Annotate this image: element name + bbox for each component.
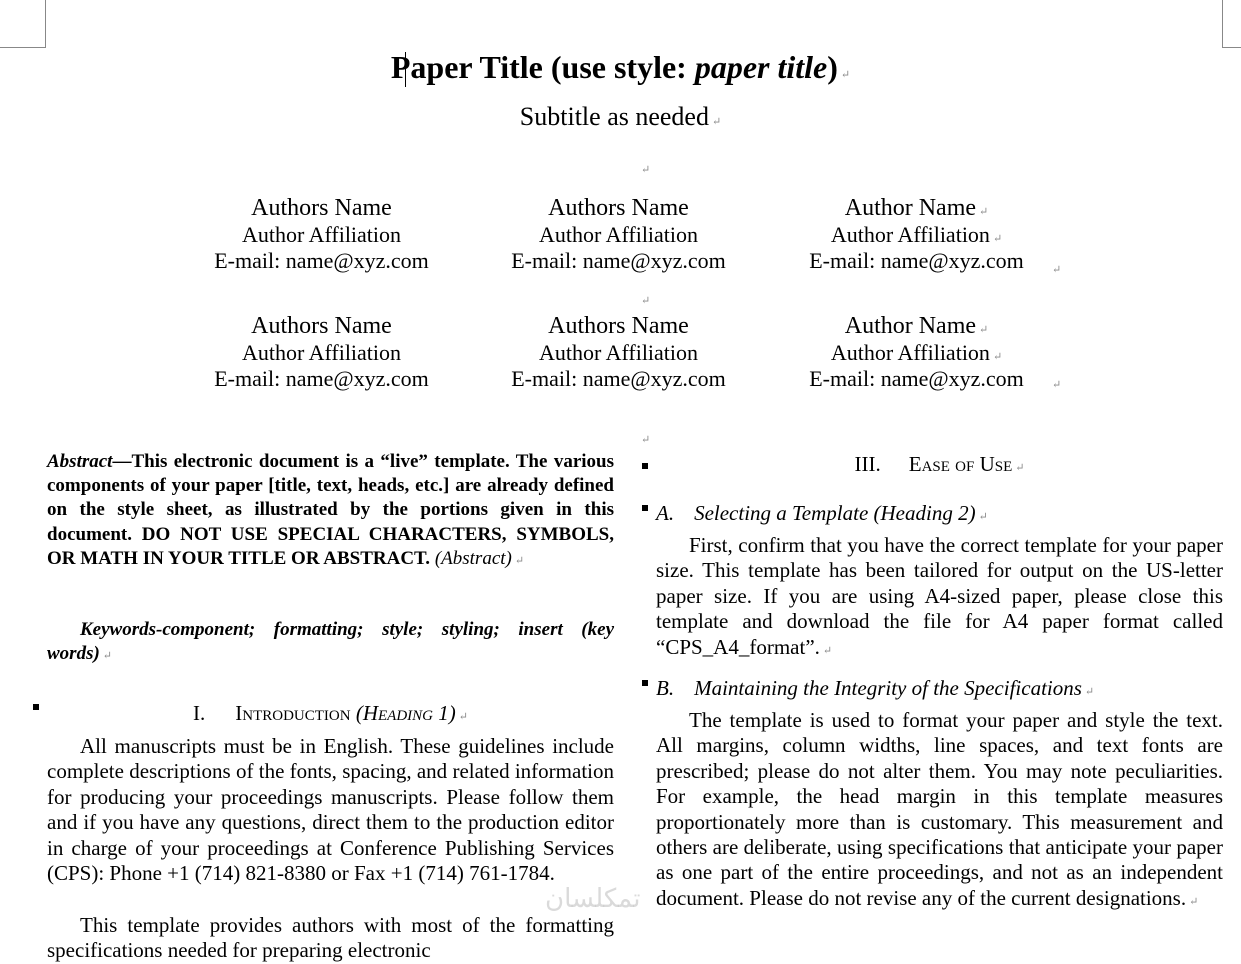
heading-number: I.: [193, 701, 206, 725]
title-close: ): [827, 49, 838, 85]
heading-introduction[interactable]: I. Introduction (Heading 1) ↵: [193, 701, 468, 725]
author-block-3[interactable]: [795, 195, 1038, 274]
paper-title[interactable]: [0, 49, 1241, 86]
author-email: E-mail: name@xyz.com: [511, 248, 726, 273]
author-block-6[interactable]: [795, 313, 1038, 392]
author-affiliation: Author Affiliation: [538, 222, 699, 247]
intro-paragraph-1[interactable]: [47, 734, 614, 886]
author-name: Authors Name: [548, 313, 689, 339]
heading-number: A.: [656, 501, 675, 525]
author-email: E-mail: name@xyz.com: [809, 248, 1024, 273]
paragraph-mark: ↵: [840, 69, 851, 81]
abstract-dash: —: [112, 451, 132, 472]
author-affiliation: Author Affiliation ↵: [830, 340, 1003, 365]
subtitle-text: Subtitle as needed: [519, 102, 709, 131]
author-affiliation: Author Affiliation: [538, 340, 699, 365]
abstract-label: Abstract: [47, 451, 113, 472]
author-block-1[interactable]: [200, 195, 443, 274]
intro-paragraph-2[interactable]: [47, 913, 614, 964]
row-end-mark: ↵: [1052, 264, 1062, 276]
heading-number: B.: [656, 676, 675, 700]
heading-ease-of-use[interactable]: III. Ease of Use ↵: [854, 452, 1025, 476]
author-name: Author Name ↵: [844, 195, 989, 221]
author-affiliation: Author Affiliation: [241, 340, 402, 365]
empty-paragraph-mark: ↵: [641, 295, 651, 307]
heading-section-b[interactable]: B. Maintaining the Integrity of the Specifications ↵: [656, 676, 1095, 700]
author-name: Authors Name: [548, 195, 689, 221]
heading-style-tag: (Heading 1): [355, 701, 456, 725]
paragraph-text: This template provides authors with most of the formatting specifications needed for preparing electronic: [47, 913, 614, 963]
author-affiliation: Author Affiliation ↵: [830, 222, 1003, 247]
page-corner-mark-left: [0, 0, 46, 48]
author-affiliation: Author Affiliation: [241, 222, 402, 247]
author-email: E-mail: name@xyz.com: [511, 366, 726, 391]
paragraph-mark: ↵: [711, 116, 722, 128]
author-block-4[interactable]: [200, 313, 443, 392]
paragraph-bullet: [33, 704, 39, 710]
author-block-2[interactable]: [497, 195, 740, 274]
author-name: Authors Name: [251, 195, 392, 221]
heading-title: Maintaining the Integrity of the Specifications: [694, 676, 1082, 700]
abstract[interactable]: Abstract—This electronic document is a “live” template. The various components of your paper [title, text, heads, etc.] are already defined on the style sheet, as illustrated by the portions given in this document. DO NOT USE SPECIAL CHARACTERS, SYMBOLS, OR MATH IN YOUR TITLE OR ABSTRACT. (Abstract) ↵: [47, 451, 614, 569]
abstract-style-tag: (Abstract): [434, 547, 512, 569]
empty-paragraph-mark: [638, 160, 650, 178]
paragraph-text: All manuscripts must be in English. These guidelines include complete descriptions of the fonts, spacing, and related information for producing your proceedings manuscripts. Please follow them and if you have any questions, direct them to the production editor in charge of your proceedings at Conference Publishing Services (CPS): Phone +1 (714) 821-8380 or Fax +1 (714) 761-1784.: [47, 734, 614, 886]
section-a-paragraph[interactable]: First, confirm that you have the correct template for your paper size. This template has been tailored for output on the US-letter paper size. If you are using A4-sized paper, please close this template and download the file for A4 paper format called “CPS_A4_format”. ↵: [656, 533, 1223, 659]
watermark: تمکلسان: [545, 884, 641, 914]
author-name: Author Name ↵: [844, 313, 989, 339]
title-italic: paper title: [694, 49, 828, 85]
author-email: E-mail: name@xyz.com: [214, 366, 429, 391]
author-block-5[interactable]: [497, 313, 740, 392]
title-text: Paper Title (use style:: [390, 49, 695, 85]
paragraph-mark: ↵: [641, 164, 651, 176]
paragraph-text: First, confirm that you have the correct template for your paper size. This template has been tailored for output on the US-letter paper size. If you are using A4-sized paper, please close this template and download the file for A4 paper format called “CPS_A4_format”.: [656, 533, 1223, 659]
heading-section-a[interactable]: A. Selecting a Template (Heading 2) ↵: [656, 501, 988, 525]
heading-number: III.: [854, 452, 881, 476]
heading-title: Selecting a Template (Heading 2): [694, 501, 976, 525]
section-b-paragraph[interactable]: The template is used to format your paper and style the text. All margins, column widths, line spaces, and text fonts are prescribed; please do not alter them. You may note peculiarities. For example, the head margin in this template measures proportionately more than is customary. This measurement and others are deliberate, using specifications that anticipate your paper as one part of the entire proceedings, and not as an independent document. Please do not revise any of the current designations. ↵: [656, 708, 1223, 910]
empty-paragraph-mark: ↵: [641, 434, 651, 446]
paragraph-bullet: [642, 680, 648, 686]
subtitle[interactable]: [0, 102, 1241, 132]
keywords[interactable]: Keywords-component; formatting; style; styling; insert (key words) ↵: [47, 619, 614, 665]
paragraph-bullet: [642, 505, 648, 511]
author-email: E-mail: name@xyz.com: [809, 366, 1024, 391]
heading-title: Ease of Use: [908, 452, 1013, 476]
paragraph-text: The template is used to format your paper and style the text. All margins, column widths, line spaces, and text fonts are prescribed; please do not alter them. You may note peculiarities. For example, the head margin in this template measures proportionately more than is customary. This measurement and others are deliberate, using specifications that anticipate your paper as one part of the entire proceedings, and not as an independent document. Please do not revise any of the current designations.: [656, 708, 1223, 910]
author-email: E-mail: name@xyz.com: [214, 248, 429, 273]
keywords-text: Keywords-component; formatting; style; styling; insert (key words): [47, 619, 614, 665]
author-name: Authors Name: [251, 313, 392, 339]
heading-title: Introduction: [235, 701, 351, 725]
row-end-mark: ↵: [1052, 379, 1062, 391]
paragraph-bullet: [642, 463, 648, 469]
page-corner-mark-right: [1222, 0, 1241, 48]
abstract-text: This electronic document is a “live” template. The various components of your paper [title, text, heads, etc.] are already defined on the style sheet, as illustrated by the portions given in this document. DO NOT USE SPECIAL CHARACTERS, SYMBOLS, OR MATH IN YOUR TITLE OR ABSTRACT.: [47, 451, 614, 569]
